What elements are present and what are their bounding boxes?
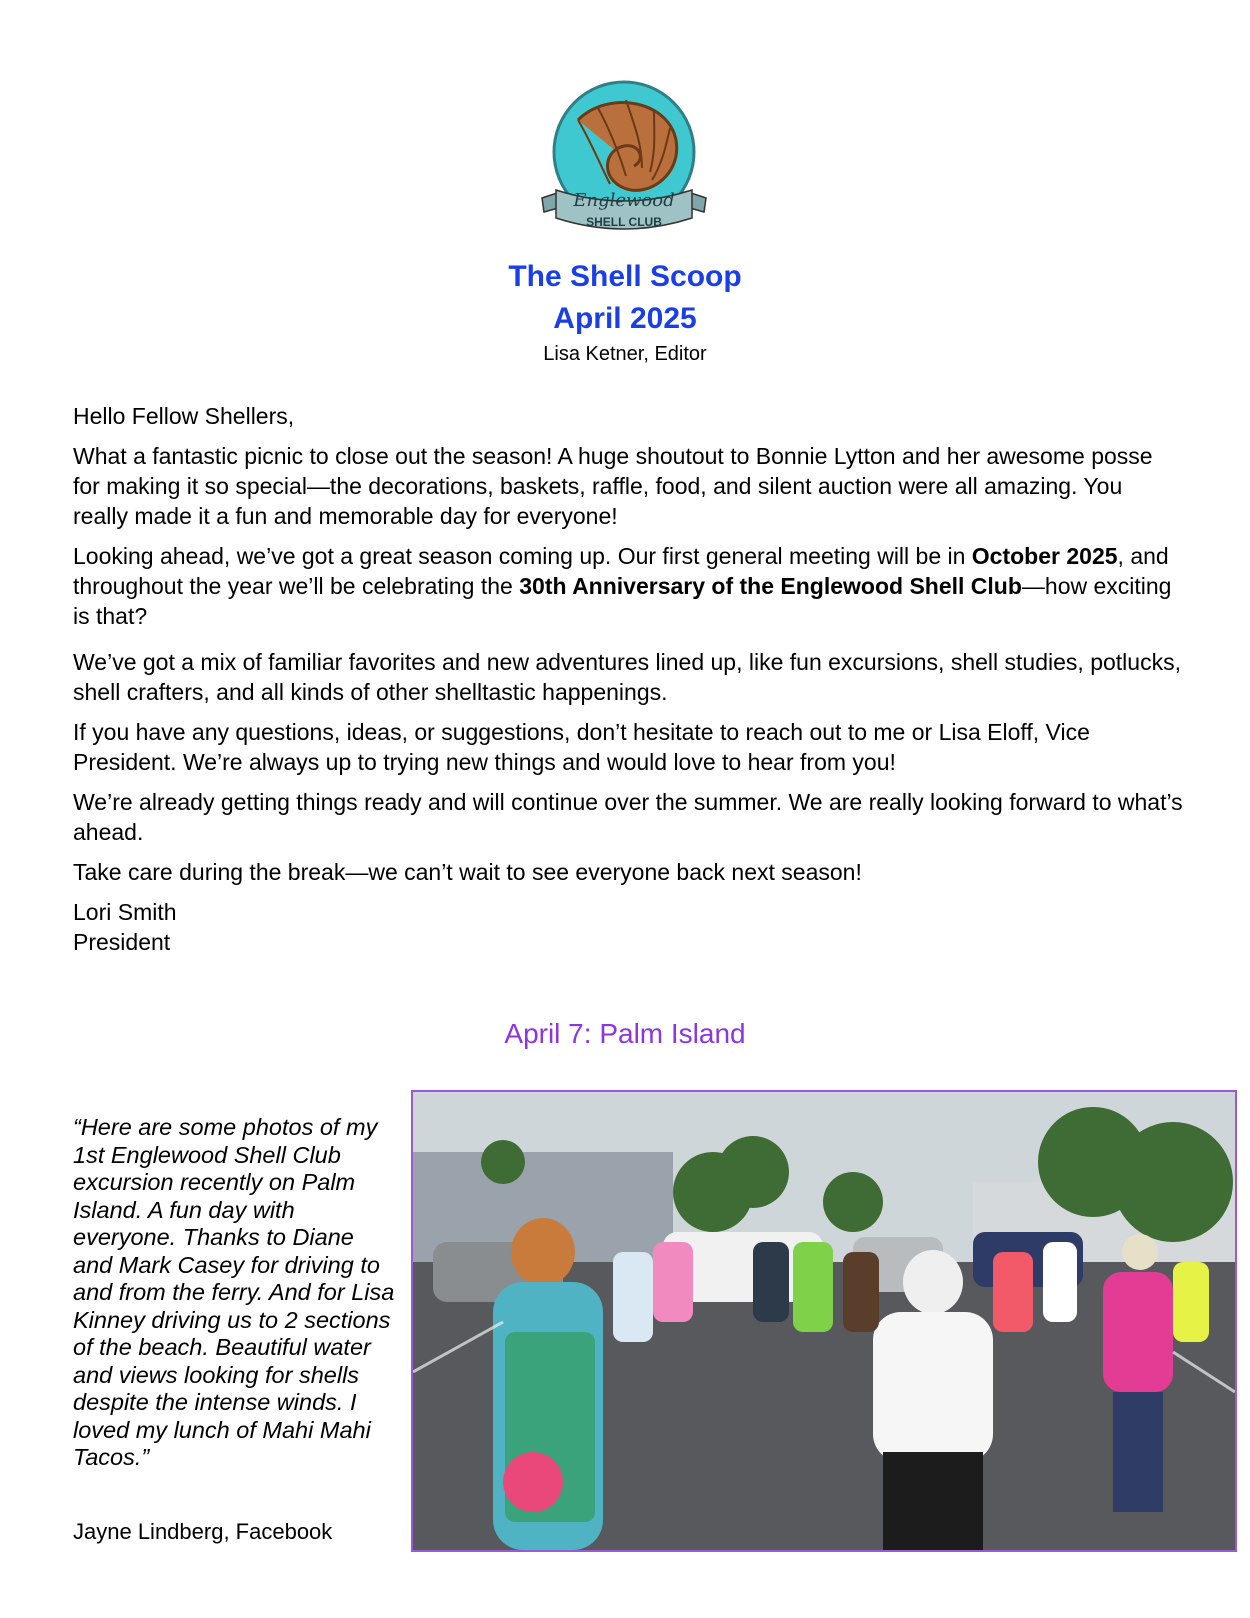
president-letter	[73, 401, 1183, 957]
signature	[73, 897, 1183, 957]
quote-attribution: Jayne Lindberg, Facebook	[73, 1519, 333, 1544]
letter-paragraph-4: If you have any questions, ideas, or suggestions, don’t hesitate to reach out to me or Lisa Eloff, Vice President. We’re always up to trying new things and would love to hear from you!	[73, 719, 1090, 775]
letter-paragraph-6: Take care during the break—we can’t wait to see everyone back next season!	[73, 859, 862, 885]
signature-title: President	[73, 929, 171, 955]
section-heading: April 7: Palm Island	[504, 1018, 746, 1049]
excursion-photo	[411, 1090, 1237, 1552]
letter-paragraph-2: Looking ahead, we’ve got a great season coming up. Our first general meeting will be in October 2025, and throughout the year we’ll be celebrating the 30th Anniversary of the Englewood Shell Club—how exciting is that?	[73, 543, 1172, 629]
editor-credit: Lisa Ketner, Editor	[543, 343, 707, 365]
newsletter-title: The Shell Scoop	[508, 260, 742, 293]
svg-text:Englewood: Englewood	[573, 190, 675, 211]
greeting: Hello Fellow Shellers,	[73, 403, 295, 429]
letter-paragraph-3: We’ve got a mix of familiar favorites and new adventures lined up, like fun excursions, shell studies, potlucks, shell crafters, and all kinds of other shelltastic happenings.	[73, 649, 1181, 705]
newsletter-header	[0, 256, 1250, 368]
letter-paragraph-1: What a fantastic picnic to close out the season! A huge shoutout to Bonnie Lytton and her awesome posse for making it so special—the decorations, baskets, raffle, food, and silent auction were all amazing. You really made it a fun and memorable day for everyone!	[73, 443, 1153, 529]
svg-text:SHELL CLUB: SHELL CLUB	[586, 215, 662, 229]
letter-paragraph-5: We’re already getting things ready and will continue over the summer. We are really looking forward to what’s ahead.	[73, 789, 1183, 845]
newsletter-date: April 2025	[553, 302, 697, 335]
shell-club-logo	[538, 80, 710, 240]
signature-name: Lori Smith	[73, 899, 177, 925]
member-quote: “Here are some photos of my 1st Englewood Shell Club excursion recently on Palm Island. A fun day with everyone. Thanks to Diane and Mark Casey for driving to and from the ferry. And for Lisa Kinney driving us to 2 sections of the beach. Beautiful water and views looking for shells despite the intense winds. I loved my lunch of Mahi Mahi Tacos.”	[73, 1114, 395, 1470]
